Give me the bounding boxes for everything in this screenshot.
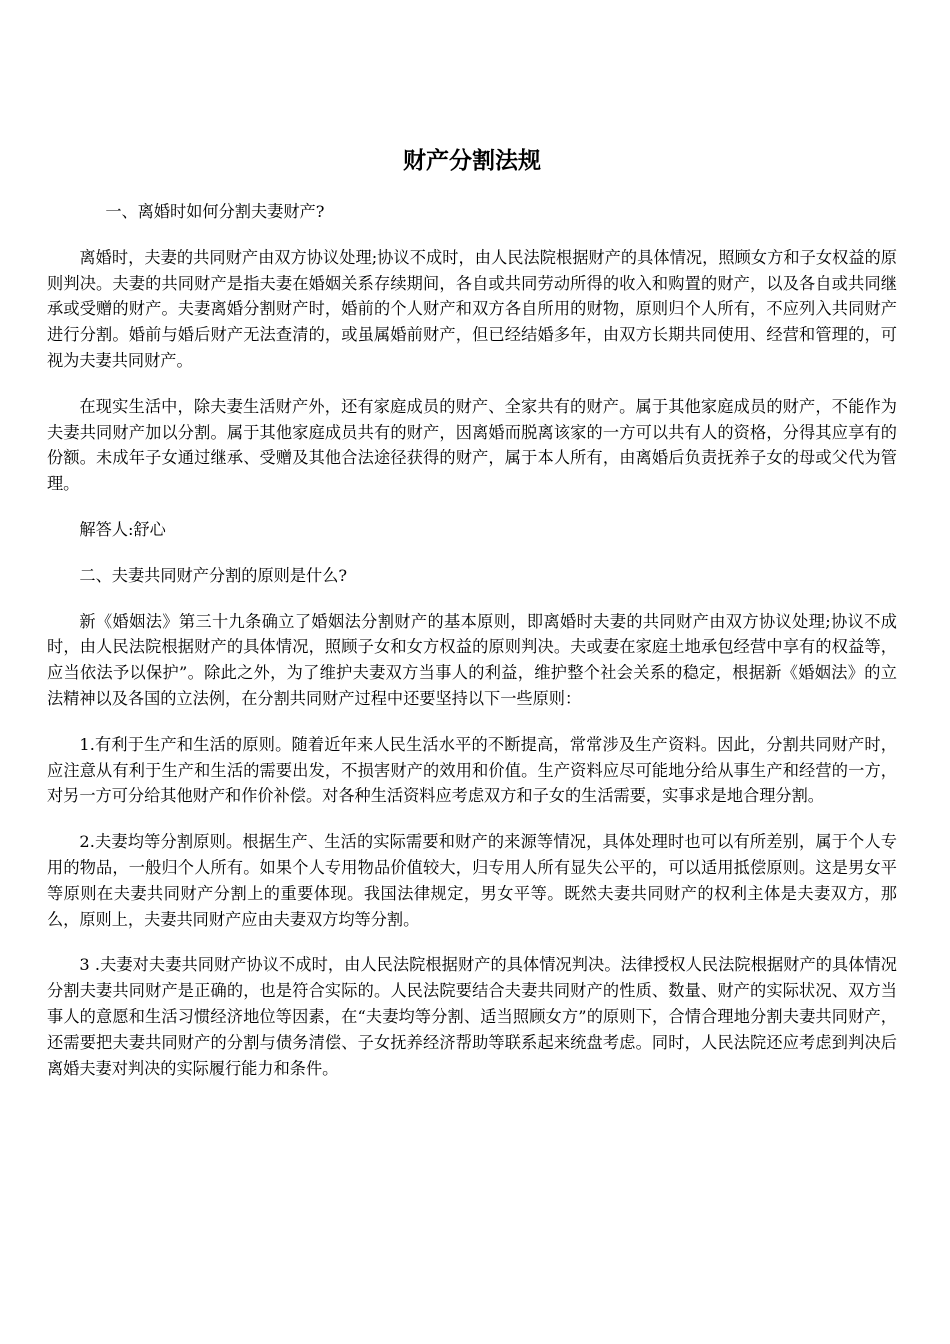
document-body xyxy=(47,145,897,1101)
principle-item-3: 3 .夫妻对夫妻共同财产协议不成时，由人民法院根据财产的具体情况判决。法律授权人民法院根据财产的具体情况分割夫妻共同财产是正确的，也是符合实际的。人民法院要结合夫妻共同财产的性质、数量、财产的实际状况、双方当事人的意愿和生活习惯经济地位等因素，在“夫妻均等分割、适当照顾女方”的原则下，合情合理地分割夫妻共同财产，还需要把夫妻共同财产的分割与债务清偿、子女抚养经济帮助等联系起来统盘考虑。同时，人民法院还应考虑到判决后离婚夫妻对判决的实际履行能力和条件。 xyxy=(47,955,897,1078)
section-heading-divorce-property: 一、离婚时如何分割夫妻财产? xyxy=(105,202,325,221)
principle-item-2: 2.夫妻均等分割原则。根据生产、生活的实际需要和财产的来源等情况，具体处理时也可以有所差别，属于个人专用的物品，一般归个人所有。如果个人专用物品价值较大，归专用人所有显失公平的，可以适用抵偿原则。这是男女平等原则在夫妻共同财产分割上的重要体现。我国法律规定，男女平等。既然夫妻共同财产的权利主体是夫妻双方，那么，原则上，夫妻共同财产应由夫妻双方均等分割。 xyxy=(47,832,897,929)
document-title: 财产分割法规 xyxy=(403,148,541,174)
answerer-line: 解答人:舒心 xyxy=(79,519,166,539)
paragraph-marriage-law-article: 新《婚姻法》第三十九条确立了婚姻法分割财产的基本原则，即离婚时夫妻的共同财产由双方协议处理;协议不成时，由人民法院根据财产的具体情况，照顾子女和女方权益的原则判决。夫或妻在家庭土地承包经营中享有的权益等，应当依法予以保护”。除此之外，为了维护夫妻双方当事人的利益，维护整个社会关系的稳定，根据新《婚姻法》的立法精神以及各国的立法例，在分割共同财产过程中还要坚持以下一些原则： xyxy=(47,611,897,708)
principle-item-1: 1.有利于生产和生活的原则。随着近年来人民生活水平的不断提高，常常涉及生产资料。因此，分割共同财产时，应注意从有利于生产和生活的需要出发，不损害财产的效用和价值。生产资料应尽可能地分给从事生产和经营的一方，对另一方可分给其他财产和作价补偿。对各种生活资料应考虑双方和子女的生活需要，实事求是地合理分割。 xyxy=(47,734,897,806)
section-heading-division-principles: 二、夫妻共同财产分割的原则是什么? xyxy=(79,565,348,585)
paragraph-family-member-property: 在现实生活中，除夫妻生活财产外，还有家庭成员的财产、全家共有的财产。属于其他家庭成员的财产，不能作为夫妻共同财产加以分割。属于其他家庭成员共有的财产，因离婚而脱离该家的一方可以共有人的资格，分得其应享有的份额。未成年子女通过继承、受赠及其他合法途径获得的财产，属于本人所有，由离婚后负责抚养子女的母或父代为管理。 xyxy=(47,396,897,494)
paragraph-divorce-property: 离婚时，夫妻的共同财产由双方协议处理;协议不成时，由人民法院根据财产的具体情况，照顾女方和子女权益的原则判决。夫妻的共同财产是指夫妻在婚姻关系存续期间，各自或共同劳动所得的收入和购置的财产，以及各自或共同继承或受赠的财产。夫妻离婚分割财产时，婚前的个人财产和双方各自所用的财物，原则归个人所有，不应列入共同财产进行分割。婚前与婚后财产无法查清的，或虽属婚前财产，但已经结婚多年，由双方长期共同使用、经营和管理的，可视为夫妻共同财产。 xyxy=(47,247,897,370)
